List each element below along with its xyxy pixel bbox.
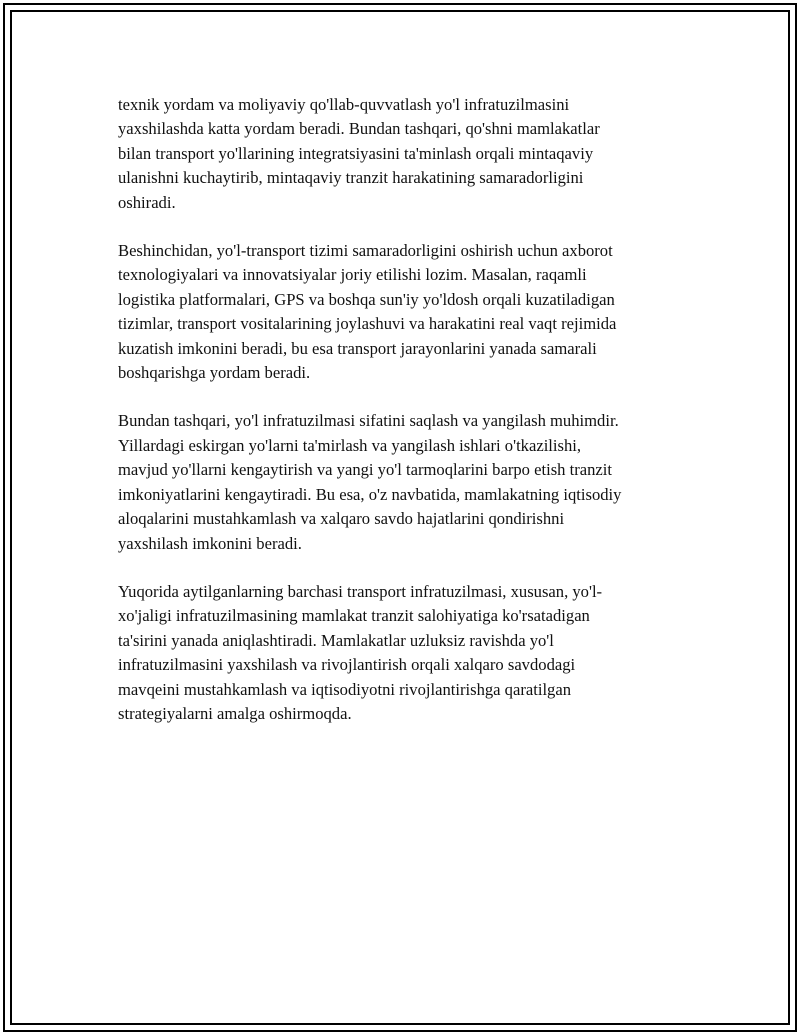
text-line: strategiyalarni amalga oshirmoqda. xyxy=(118,703,352,723)
text-line: Yuqorida aytilganlarning barchasi transport infratuzilmasi, xususan, yo'l- xyxy=(118,581,603,601)
document-body xyxy=(118,93,690,750)
text-line: ta'sirini yanada aniqlashtiradi. Mamlakatlar uzluksiz ravishda yo'l xyxy=(118,630,554,650)
text-line: Beshinchidan, yo'l-transport tizimi samaradorligini oshirish uchun axborot xyxy=(118,241,613,261)
text-line: mavqeini mustahkamlash va iqtisodiyotni rivojlantirishga qaratilgan xyxy=(118,679,572,699)
text-line: texnologiyalari va innovatsiyalar joriy etilishi lozim. Masalan, raqamli xyxy=(118,265,587,285)
text-line: mavjud yo'llarni kengaytirish va yangi yo'l tarmoqlarini barpo etish tranzit xyxy=(118,460,612,480)
text-line: kuzatish imkonini beradi, bu esa transport jarayonlarini yanada samarali xyxy=(118,338,597,358)
text-line: tizimlar, transport vositalarining joylashuvi va harakatini real vaqt rejimida xyxy=(118,314,617,334)
text-line: Yillardagi eskirgan yo'larni ta'mirlash va yangilash ishlari o'tkazilishi, xyxy=(118,435,582,455)
text-line: yaxshilashda katta yordam beradi. Bundan tashqari, qo'shni mamlakatlar xyxy=(118,119,600,139)
text-line: infratuzilmasini yaxshilash va rivojlantirish orqali xalqaro savdodagi xyxy=(118,655,576,675)
text-line: oshiradi. xyxy=(118,192,176,212)
text-line: imkoniyatlarini kengaytiradi. Bu esa, o'z navbatida, mamlakatning iqtisodiy xyxy=(118,484,622,504)
text-line: Bundan tashqari, yo'l infratuzilmasi sifatini saqlash va yangilash muhimdir. xyxy=(118,411,619,431)
paragraph xyxy=(118,93,690,215)
text-line: yaxshilash imkonini beradi. xyxy=(118,533,302,553)
text-line: aloqalarini mustahkamlash va xalqaro savdo hajatlarini qondirishni xyxy=(118,509,565,529)
text-line: boshqarishga yordam beradi. xyxy=(118,363,311,383)
paragraph xyxy=(118,580,690,726)
text-line: xo'jaligi infratuzilmasining mamlakat tranzit salohiyatiga ko'rsatadigan xyxy=(118,606,590,626)
paragraph xyxy=(118,409,690,555)
paragraph xyxy=(118,239,690,385)
text-line: bilan transport yo'llarining integratsiyasini ta'minlash orqali mintaqaviy xyxy=(118,143,594,163)
text-line: ulanishni kuchaytirib, mintaqaviy tranzit harakatining samaradorligini xyxy=(118,168,584,188)
text-line: logistika platformalari, GPS va boshqa sun'iy yo'ldosh orqali kuzatiladigan xyxy=(118,289,615,309)
text-line: texnik yordam va moliyaviy qo'llab-quvvatlash yo'l infratuzilmasini xyxy=(118,95,570,114)
